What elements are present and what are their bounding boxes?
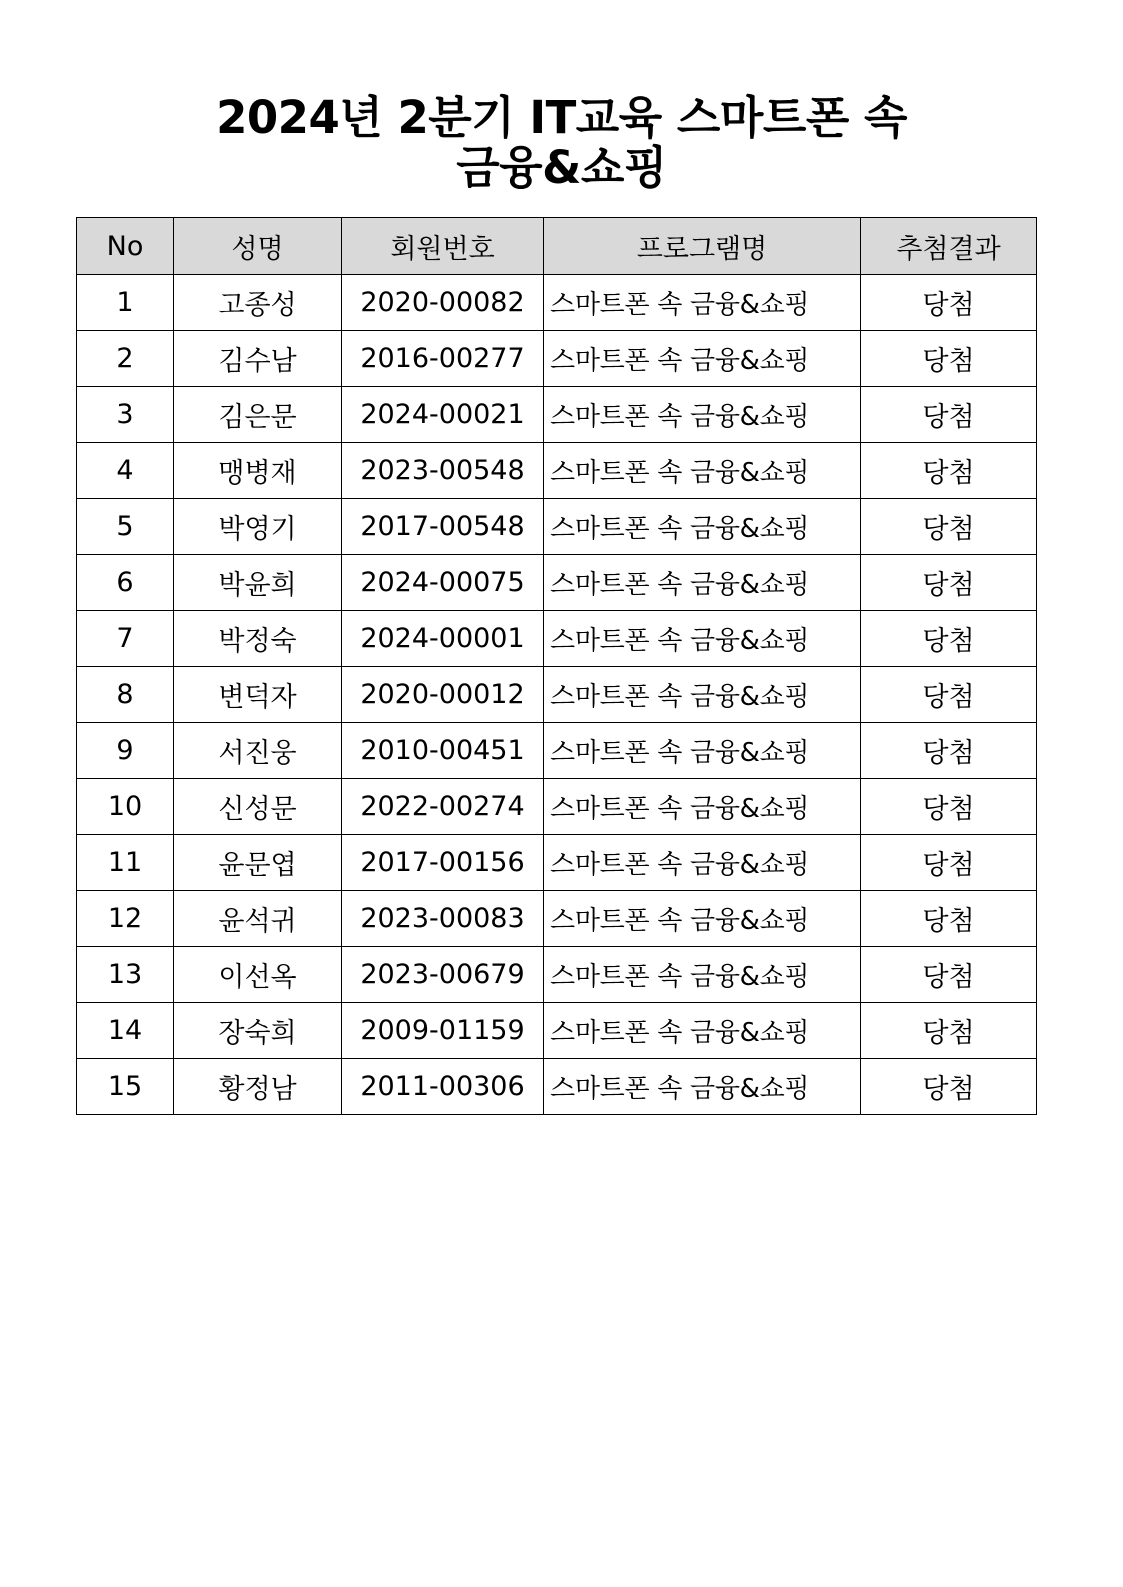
cell-program-name: 스마트폰 속 금융&쇼핑 bbox=[544, 779, 861, 835]
cell-name: 변덕자 bbox=[174, 667, 342, 723]
cell-program-name: 스마트폰 속 금융&쇼핑 bbox=[544, 443, 861, 499]
table-row bbox=[77, 891, 1037, 947]
table-row bbox=[77, 835, 1037, 891]
header-name: 성명 bbox=[174, 218, 342, 275]
cell-member-number: 2024-00001 bbox=[342, 611, 544, 667]
table-header-row bbox=[77, 218, 1037, 275]
cell-program-name: 스마트폰 속 금융&쇼핑 bbox=[544, 331, 861, 387]
cell-member-number: 2023-00548 bbox=[342, 443, 544, 499]
header-member-number: 회원번호 bbox=[342, 218, 544, 275]
winners-table bbox=[76, 217, 1037, 1115]
cell-no: 13 bbox=[77, 947, 174, 1003]
cell-member-number: 2020-00012 bbox=[342, 667, 544, 723]
page-title bbox=[0, 93, 1123, 193]
table-row bbox=[77, 1003, 1037, 1059]
cell-draw-result: 당첨 bbox=[861, 835, 1037, 891]
cell-no: 4 bbox=[77, 443, 174, 499]
cell-draw-result: 당첨 bbox=[861, 723, 1037, 779]
table-row bbox=[77, 1059, 1037, 1115]
cell-draw-result: 당첨 bbox=[861, 275, 1037, 331]
cell-name: 황정남 bbox=[174, 1059, 342, 1115]
cell-program-name: 스마트폰 속 금융&쇼핑 bbox=[544, 499, 861, 555]
table-row bbox=[77, 667, 1037, 723]
cell-no: 15 bbox=[77, 1059, 174, 1115]
cell-member-number: 2017-00548 bbox=[342, 499, 544, 555]
cell-name: 서진웅 bbox=[174, 723, 342, 779]
cell-draw-result: 당첨 bbox=[861, 443, 1037, 499]
table-row bbox=[77, 443, 1037, 499]
cell-name: 고종성 bbox=[174, 275, 342, 331]
cell-no: 12 bbox=[77, 891, 174, 947]
table-row bbox=[77, 779, 1037, 835]
cell-member-number: 2024-00021 bbox=[342, 387, 544, 443]
cell-no: 1 bbox=[77, 275, 174, 331]
cell-name: 박윤희 bbox=[174, 555, 342, 611]
cell-draw-result: 당첨 bbox=[861, 947, 1037, 1003]
header-no: No bbox=[77, 218, 174, 275]
cell-program-name: 스마트폰 속 금융&쇼핑 bbox=[544, 835, 861, 891]
cell-name: 박정숙 bbox=[174, 611, 342, 667]
cell-no: 3 bbox=[77, 387, 174, 443]
cell-member-number: 2023-00083 bbox=[342, 891, 544, 947]
table-row bbox=[77, 947, 1037, 1003]
page-title-line-1: 2024년 2분기 IT교육 스마트폰 속 bbox=[216, 91, 907, 144]
cell-name: 윤석귀 bbox=[174, 891, 342, 947]
cell-program-name: 스마트폰 속 금융&쇼핑 bbox=[544, 667, 861, 723]
cell-draw-result: 당첨 bbox=[861, 667, 1037, 723]
cell-program-name: 스마트폰 속 금융&쇼핑 bbox=[544, 275, 861, 331]
cell-program-name: 스마트폰 속 금융&쇼핑 bbox=[544, 891, 861, 947]
cell-program-name: 스마트폰 속 금융&쇼핑 bbox=[544, 723, 861, 779]
cell-member-number: 2022-00274 bbox=[342, 779, 544, 835]
cell-name: 맹병재 bbox=[174, 443, 342, 499]
cell-member-number: 2020-00082 bbox=[342, 275, 544, 331]
cell-name: 장숙희 bbox=[174, 1003, 342, 1059]
cell-name: 신성문 bbox=[174, 779, 342, 835]
cell-no: 6 bbox=[77, 555, 174, 611]
table-row bbox=[77, 555, 1037, 611]
cell-no: 8 bbox=[77, 667, 174, 723]
page-title-line-2: 금융&쇼핑 bbox=[456, 141, 667, 194]
table-row bbox=[77, 611, 1037, 667]
cell-member-number: 2023-00679 bbox=[342, 947, 544, 1003]
cell-no: 2 bbox=[77, 331, 174, 387]
cell-name: 김수남 bbox=[174, 331, 342, 387]
cell-program-name: 스마트폰 속 금융&쇼핑 bbox=[544, 611, 861, 667]
cell-member-number: 2024-00075 bbox=[342, 555, 544, 611]
cell-draw-result: 당첨 bbox=[861, 1003, 1037, 1059]
cell-draw-result: 당첨 bbox=[861, 611, 1037, 667]
cell-name: 박영기 bbox=[174, 499, 342, 555]
cell-draw-result: 당첨 bbox=[861, 331, 1037, 387]
cell-draw-result: 당첨 bbox=[861, 499, 1037, 555]
table-row bbox=[77, 275, 1037, 331]
cell-no: 5 bbox=[77, 499, 174, 555]
cell-program-name: 스마트폰 속 금융&쇼핑 bbox=[544, 1003, 861, 1059]
cell-draw-result: 당첨 bbox=[861, 387, 1037, 443]
cell-program-name: 스마트폰 속 금융&쇼핑 bbox=[544, 555, 861, 611]
header-draw-result: 추첨결과 bbox=[861, 218, 1037, 275]
table-row bbox=[77, 499, 1037, 555]
cell-no: 11 bbox=[77, 835, 174, 891]
table-row bbox=[77, 331, 1037, 387]
table-row bbox=[77, 387, 1037, 443]
cell-program-name: 스마트폰 속 금융&쇼핑 bbox=[544, 1059, 861, 1115]
cell-name: 김은문 bbox=[174, 387, 342, 443]
cell-program-name: 스마트폰 속 금융&쇼핑 bbox=[544, 387, 861, 443]
cell-draw-result: 당첨 bbox=[861, 555, 1037, 611]
cell-draw-result: 당첨 bbox=[861, 779, 1037, 835]
cell-name: 윤문엽 bbox=[174, 835, 342, 891]
table-header bbox=[77, 218, 1037, 275]
header-program-name: 프로그램명 bbox=[544, 218, 861, 275]
cell-member-number: 2010-00451 bbox=[342, 723, 544, 779]
table-body bbox=[77, 275, 1037, 1115]
cell-no: 9 bbox=[77, 723, 174, 779]
cell-name: 이선옥 bbox=[174, 947, 342, 1003]
cell-no: 10 bbox=[77, 779, 174, 835]
cell-member-number: 2016-00277 bbox=[342, 331, 544, 387]
cell-member-number: 2011-00306 bbox=[342, 1059, 544, 1115]
cell-draw-result: 당첨 bbox=[861, 1059, 1037, 1115]
cell-no: 7 bbox=[77, 611, 174, 667]
cell-member-number: 2017-00156 bbox=[342, 835, 544, 891]
cell-draw-result: 당첨 bbox=[861, 891, 1037, 947]
cell-program-name: 스마트폰 속 금융&쇼핑 bbox=[544, 947, 861, 1003]
cell-no: 14 bbox=[77, 1003, 174, 1059]
cell-member-number: 2009-01159 bbox=[342, 1003, 544, 1059]
table-row bbox=[77, 723, 1037, 779]
